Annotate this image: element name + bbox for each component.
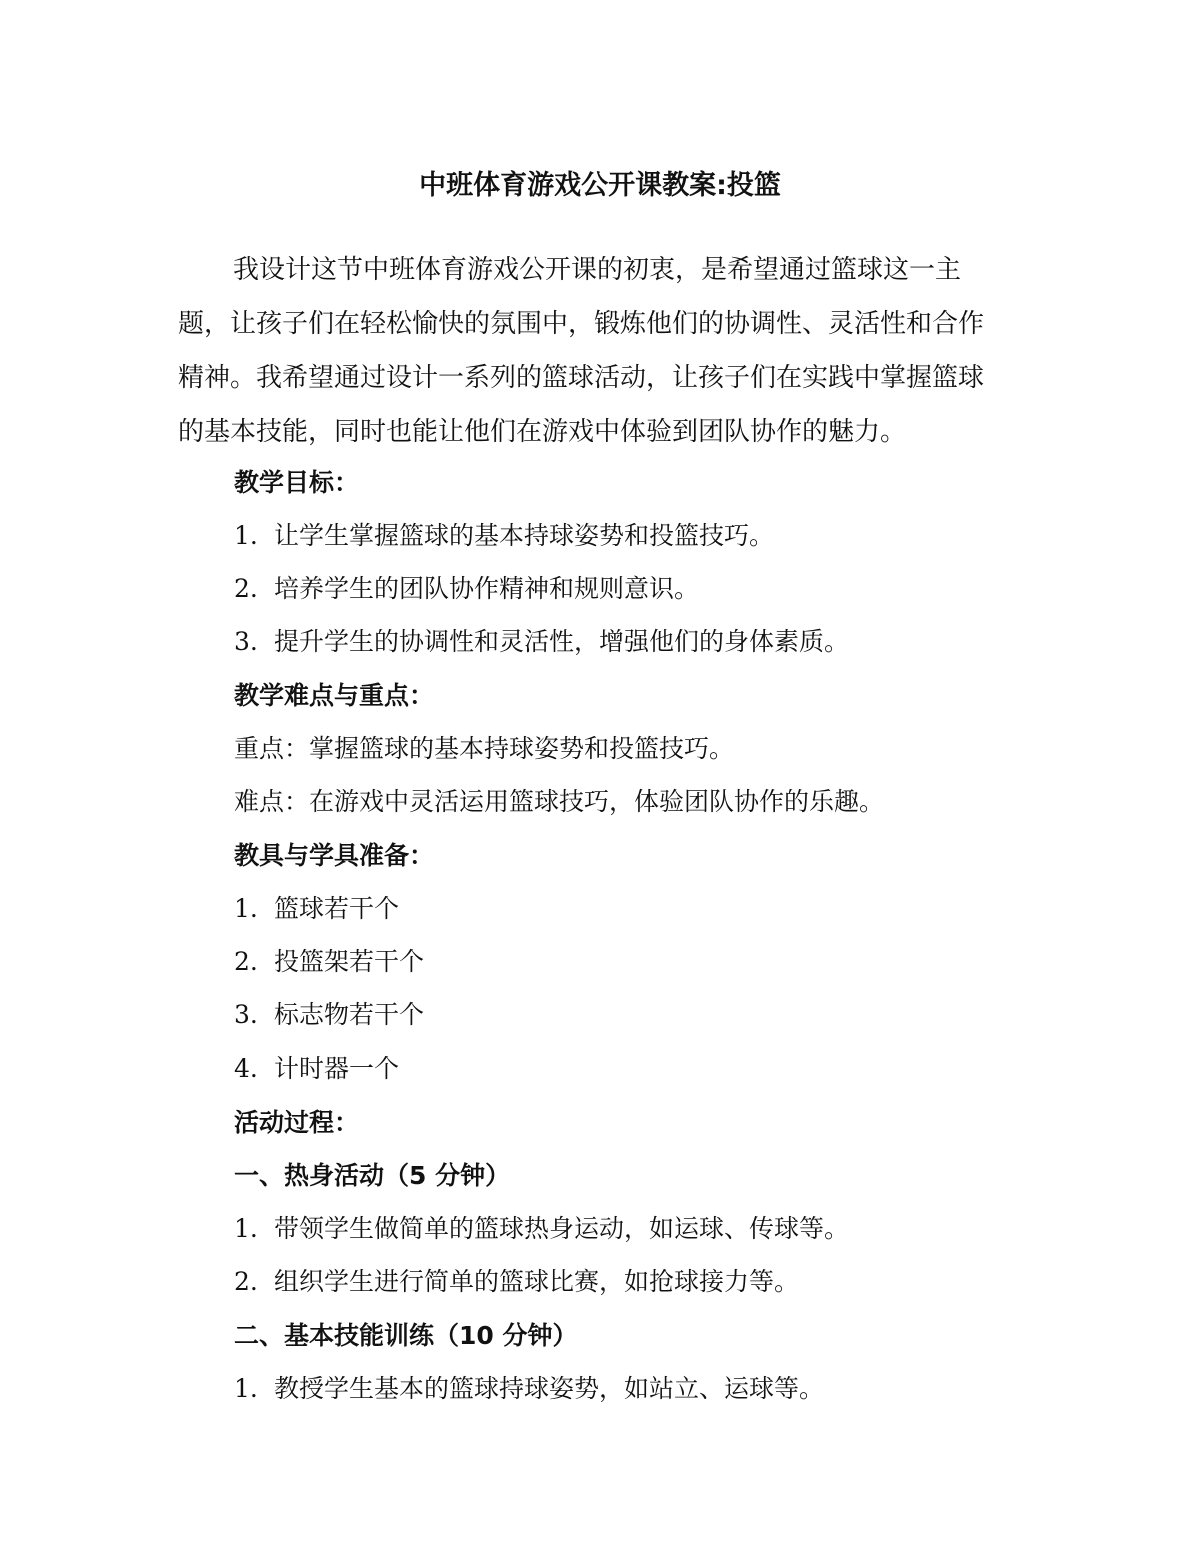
- list-number: 4.: [234, 1054, 258, 1083]
- list-number: 1.: [234, 1214, 258, 1243]
- list-number: 1.: [234, 1374, 258, 1403]
- material-item-4: [234, 1049, 1014, 1089]
- list-number: 2.: [234, 574, 258, 603]
- goal-item-2: [234, 569, 1014, 609]
- list-number: 3.: [234, 627, 258, 656]
- warmup-item-2: [234, 1262, 1014, 1302]
- list-number: 2.: [234, 947, 258, 976]
- list-text: 篮球若干个: [274, 894, 400, 923]
- list-text: 投篮架若干个: [274, 947, 425, 976]
- list-number: 1.: [234, 521, 258, 550]
- intro-paragraph: 我设计这节中班体育游戏公开课的初衷，是希望通过篮球这一主题，让孩子们在轻松愉快的氛围中，锻炼他们的协调性、灵活性和合作精神。我希望通过设计一系列的篮球活动，让孩子们在实践中掌握篮球的基本技能，同时也能让他们在游戏中体验到团队协作的魅力。: [178, 255, 985, 447]
- skills-heading: 二、基本技能训练（10 分钟）: [234, 1321, 578, 1350]
- process-heading: 活动过程：: [234, 1108, 360, 1137]
- focus-line: 重点：掌握篮球的基本持球姿势和投篮技巧。: [234, 734, 735, 763]
- warmup-heading: 一、热身活动（5 分钟）: [234, 1161, 511, 1190]
- list-number: 2.: [234, 1267, 258, 1296]
- list-text: 培养学生的团队协作精神和规则意识。: [274, 574, 700, 603]
- material-item-1: [234, 889, 1014, 929]
- list-text: 标志物若干个: [274, 1000, 425, 1029]
- list-text: 提升学生的协调性和灵活性，增强他们的身体素质。: [274, 627, 850, 656]
- list-text: 教授学生基本的篮球持球姿势，如站立、运球等。: [274, 1374, 825, 1403]
- material-item-3: [234, 995, 1014, 1035]
- warmup-item-1: [234, 1209, 1014, 1249]
- goal-item-1: [234, 516, 1014, 556]
- list-text: 计时器一个: [274, 1054, 400, 1083]
- list-text: 带领学生做简单的篮球热身运动，如运球、传球等。: [274, 1214, 850, 1243]
- goals-heading: 教学目标：: [234, 468, 360, 497]
- list-number: 3.: [234, 1000, 258, 1029]
- materials-heading: 教具与学具准备：: [234, 841, 435, 870]
- list-text: 组织学生进行简单的篮球比赛，如抢球接力等。: [274, 1267, 800, 1296]
- key-points-heading: 教学难点与重点：: [234, 681, 435, 710]
- skills-item-1: [234, 1369, 1014, 1409]
- list-number: 1.: [234, 894, 258, 923]
- document-title: 中班体育游戏公开课教案:投篮: [419, 170, 781, 201]
- difficulty-line: 难点：在游戏中灵活运用篮球技巧，体验团队协作的乐趣。: [234, 787, 885, 816]
- material-item-2: [234, 942, 1014, 982]
- goal-item-3: [234, 622, 1014, 662]
- list-text: 让学生掌握篮球的基本持球姿势和投篮技巧。: [274, 521, 775, 550]
